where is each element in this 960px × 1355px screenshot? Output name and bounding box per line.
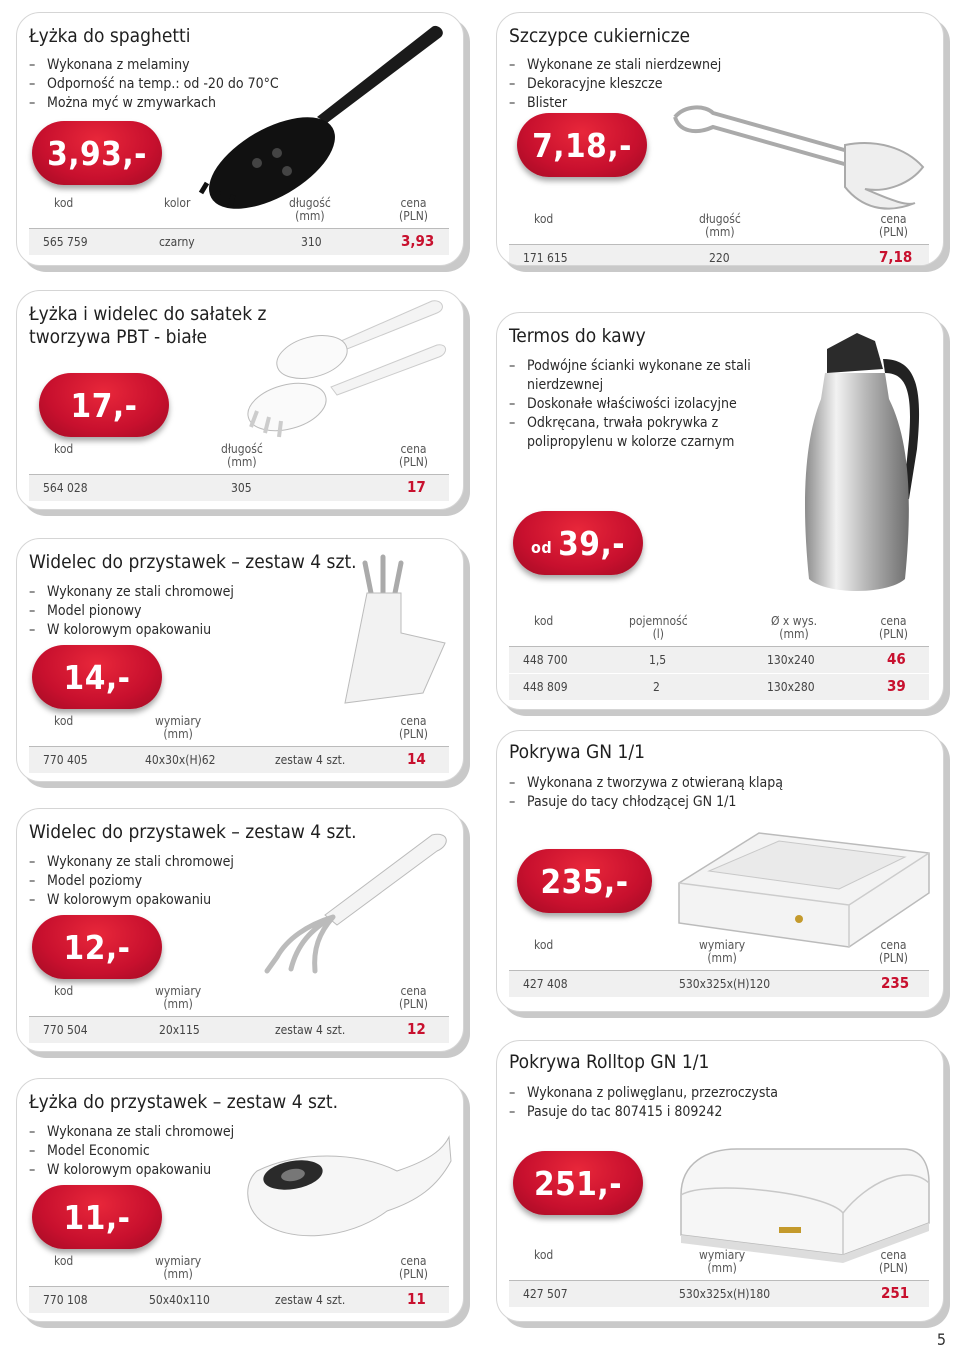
product-card-spaghetti-spoon bbox=[16, 12, 464, 266]
cell-code: 427 507 bbox=[523, 1287, 568, 1301]
table-row bbox=[509, 674, 929, 700]
cell-length: 305 bbox=[231, 481, 252, 495]
product-table bbox=[509, 613, 929, 703]
cell-code: 448 700 bbox=[523, 653, 568, 667]
table-row bbox=[509, 647, 929, 673]
table-header-cell: cena (PLN) bbox=[879, 212, 909, 239]
table-header bbox=[29, 195, 449, 225]
feature-list bbox=[29, 853, 234, 910]
feature-list bbox=[509, 774, 783, 812]
table-header-cell: Ø x wys. (mm) bbox=[771, 614, 818, 641]
cell-price: 14 bbox=[407, 750, 426, 768]
page-number: 5 bbox=[936, 1330, 946, 1349]
cell-dimensions: 530x325x(H)180 bbox=[679, 1287, 771, 1301]
product-card-starter-spoon bbox=[16, 1078, 464, 1322]
product-title: Widelec do przystawek – zestaw 4 szt. bbox=[29, 551, 357, 573]
product-table bbox=[509, 1247, 929, 1307]
table-header-cell: wymiary (mm) bbox=[155, 714, 202, 741]
feature-item: – Model pionowy bbox=[29, 602, 234, 621]
cell-price: 251 bbox=[881, 1284, 910, 1302]
feature-item: – Model poziomy bbox=[29, 872, 234, 891]
table-header-cell: kod bbox=[534, 212, 554, 226]
table-header bbox=[29, 1253, 449, 1283]
cell-code: 171 615 bbox=[523, 251, 568, 265]
table-header-cell: wymiary (mm) bbox=[699, 938, 746, 965]
table-header-cell: długość (mm) bbox=[221, 442, 263, 469]
cell-code: 427 408 bbox=[523, 977, 568, 991]
cell-price: 235 bbox=[881, 974, 910, 992]
table-header-cell: cena (PLN) bbox=[879, 938, 909, 965]
table-header bbox=[509, 613, 929, 643]
price-badge bbox=[513, 511, 643, 575]
table-header-cell: kolor bbox=[164, 196, 191, 210]
cell-price: 3,93 bbox=[401, 232, 435, 250]
table-header-cell: cena (PLN) bbox=[879, 614, 909, 641]
product-card-fork-vertical bbox=[16, 538, 464, 782]
table-header-cell: wymiary (mm) bbox=[155, 1254, 202, 1281]
cell-code: 564 028 bbox=[43, 481, 88, 495]
cell-capacity: 2 bbox=[653, 680, 660, 694]
table-header-cell: kod bbox=[54, 714, 74, 728]
table-row bbox=[29, 475, 449, 501]
product-table bbox=[509, 937, 929, 997]
cell-price: 17 bbox=[407, 478, 426, 496]
table-header-cell: kod bbox=[54, 1254, 74, 1268]
price-prefix: od bbox=[530, 537, 553, 557]
feature-list bbox=[509, 1084, 778, 1122]
spaghetti-spoon-image bbox=[157, 13, 457, 213]
table-row bbox=[29, 229, 449, 255]
feature-item: – Można myć w zmywarkach bbox=[29, 94, 279, 113]
cell-dimensions: 130x240 bbox=[767, 653, 815, 667]
table-header bbox=[29, 441, 449, 471]
feature-item: – Wykonany ze stali chromowej bbox=[29, 853, 234, 872]
feature-item: – Wykonana ze stali chromowej bbox=[29, 1123, 234, 1142]
cell-dimensions: 530x325x(H)120 bbox=[679, 977, 771, 991]
price-badge: 14,- bbox=[32, 645, 162, 709]
cell-price: 12 bbox=[407, 1020, 426, 1038]
table-header-cell: kod bbox=[54, 442, 74, 456]
product-table bbox=[29, 713, 449, 773]
cell-code: 770 405 bbox=[43, 753, 88, 767]
feature-item: – Doskonałe właściwości izolacyjne bbox=[509, 395, 799, 414]
table-header bbox=[29, 983, 449, 1013]
table-header bbox=[29, 713, 449, 743]
cell-color: czarny bbox=[159, 235, 195, 249]
product-title: Szczypce cukiernicze bbox=[509, 25, 691, 47]
fork-vertical-image bbox=[335, 553, 455, 713]
feature-item: – Wykonany ze stali chromowej bbox=[29, 583, 234, 602]
product-card-fork-horizontal bbox=[16, 808, 464, 1052]
table-row bbox=[509, 971, 929, 997]
table-header-cell: cena (PLN) bbox=[399, 1254, 429, 1281]
cell-set: zestaw 4 szt. bbox=[275, 1023, 346, 1037]
table-header-cell: cena (PLN) bbox=[399, 984, 429, 1011]
product-table bbox=[29, 1253, 449, 1313]
cell-set: zestaw 4 szt. bbox=[275, 1293, 346, 1307]
cell-dimensions: 130x280 bbox=[767, 680, 815, 694]
product-title: Termos do kawy bbox=[509, 325, 646, 347]
table-header bbox=[509, 937, 929, 967]
cell-code: 770 108 bbox=[43, 1293, 88, 1307]
table-header-cell: wymiary (mm) bbox=[699, 1248, 746, 1275]
table-header-cell: pojemność (l) bbox=[629, 614, 688, 641]
table-header-cell: kod bbox=[534, 614, 554, 628]
table-header-cell: długość (mm) bbox=[699, 212, 741, 239]
product-title: Łyżka do przystawek – zestaw 4 szt. bbox=[29, 1091, 339, 1113]
table-header-cell: wymiary (mm) bbox=[155, 984, 202, 1011]
cell-price: 39 bbox=[887, 677, 906, 695]
table-header-cell: kod bbox=[534, 938, 554, 952]
product-table bbox=[29, 441, 449, 501]
price-badge: 3,93,- bbox=[32, 121, 162, 185]
price-badge: 11,- bbox=[32, 1185, 162, 1249]
cell-set: zestaw 4 szt. bbox=[275, 753, 346, 767]
cell-code: 448 809 bbox=[523, 680, 568, 694]
starter-spoon-image bbox=[237, 1131, 457, 1261]
feature-item: – Podwójne ścianki wykonane ze stali nierdzewnej bbox=[509, 357, 799, 395]
price-value: 39,- bbox=[558, 523, 626, 563]
table-header-cell: cena (PLN) bbox=[399, 442, 429, 469]
product-card-sugar-tongs bbox=[496, 12, 944, 266]
feature-item: – Dekoracyjne kleszcze bbox=[509, 75, 721, 94]
feature-list bbox=[29, 1123, 234, 1180]
table-row bbox=[29, 1287, 449, 1313]
price-badge: 7,18,- bbox=[517, 113, 647, 177]
product-title: Łyżka do spaghetti bbox=[29, 25, 191, 47]
feature-list bbox=[29, 583, 234, 640]
table-header-cell: cena (PLN) bbox=[879, 1248, 909, 1275]
cell-length: 310 bbox=[301, 235, 322, 249]
product-card-thermos bbox=[496, 312, 944, 710]
table-row bbox=[29, 1017, 449, 1043]
feature-item: – Odkręcana, trwała pokrywka z polipropylenu w kolorze czarnym bbox=[509, 414, 799, 452]
cell-price: 11 bbox=[407, 1290, 426, 1308]
price-badge: 235,- bbox=[517, 849, 652, 913]
cell-capacity: 1,5 bbox=[649, 653, 667, 667]
cell-code: 770 504 bbox=[43, 1023, 88, 1037]
table-header bbox=[509, 211, 929, 241]
cell-price: 7,18 bbox=[879, 248, 913, 266]
product-card-salad-servers bbox=[16, 290, 464, 510]
feature-item: – Wykonane ze stali nierdzewnej bbox=[509, 56, 721, 75]
cell-dimensions: 40x30x(H)62 bbox=[145, 753, 216, 767]
feature-item: – W kolorowym opakowaniu bbox=[29, 621, 234, 640]
table-header-cell: długość (mm) bbox=[289, 196, 331, 223]
fork-horizontal-image bbox=[237, 829, 457, 979]
cell-length: 220 bbox=[709, 251, 730, 265]
table-header-cell: cena (PLN) bbox=[399, 196, 429, 223]
feature-item: – Pasuje do tacy chłodzącej GN 1/1 bbox=[509, 793, 783, 812]
table-header bbox=[509, 1247, 929, 1277]
table-header-cell: kod bbox=[54, 984, 74, 998]
feature-item: – Model Economic bbox=[29, 1142, 234, 1161]
feature-item: – Blister bbox=[509, 94, 721, 113]
table-row bbox=[509, 245, 929, 266]
feature-item: – Wykonana z melaminy bbox=[29, 56, 279, 75]
price-badge: 17,- bbox=[39, 373, 169, 437]
price-badge: 251,- bbox=[513, 1151, 643, 1215]
thermos-image bbox=[787, 329, 927, 609]
salad-servers-image bbox=[217, 295, 457, 445]
product-card-rolltop-lid bbox=[496, 1040, 944, 1322]
cell-code: 565 759 bbox=[43, 235, 88, 249]
product-title: Pokrywa GN 1/1 bbox=[509, 741, 645, 763]
cell-dimensions: 50x40x110 bbox=[149, 1293, 210, 1307]
product-title: Łyżka i widelec do sałatek z tworzywa PBT - białe bbox=[29, 303, 267, 348]
feature-item: – Wykonana z tworzywa z otwieraną klapą bbox=[509, 774, 783, 793]
cell-price: 46 bbox=[887, 650, 906, 668]
product-table bbox=[29, 983, 449, 1043]
product-table bbox=[29, 195, 449, 255]
feature-item: – Wykonana z poliwęglanu, przezroczysta bbox=[509, 1084, 778, 1103]
feature-item: – Odporność na temp.: od -20 do 70°C bbox=[29, 75, 279, 94]
table-header-cell: cena (PLN) bbox=[399, 714, 429, 741]
table-header-cell: kod bbox=[534, 1248, 554, 1262]
product-title: Widelec do przystawek – zestaw 4 szt. bbox=[29, 821, 357, 843]
product-card-lid-gn bbox=[496, 730, 944, 1012]
feature-item: – Pasuje do tac 807415 i 809242 bbox=[509, 1103, 778, 1122]
feature-item: – W kolorowym opakowaniu bbox=[29, 1161, 234, 1180]
feature-item: – W kolorowym opakowaniu bbox=[29, 891, 234, 910]
product-table bbox=[509, 211, 929, 266]
cell-dimensions: 20x115 bbox=[159, 1023, 200, 1037]
table-row bbox=[29, 747, 449, 773]
product-title: Pokrywa Rolltop GN 1/1 bbox=[509, 1051, 710, 1073]
table-header-cell: kod bbox=[54, 196, 74, 210]
feature-list bbox=[509, 357, 799, 452]
price-badge: 12,- bbox=[32, 915, 162, 979]
table-row bbox=[509, 1281, 929, 1307]
sugar-tongs-image bbox=[665, 97, 935, 217]
